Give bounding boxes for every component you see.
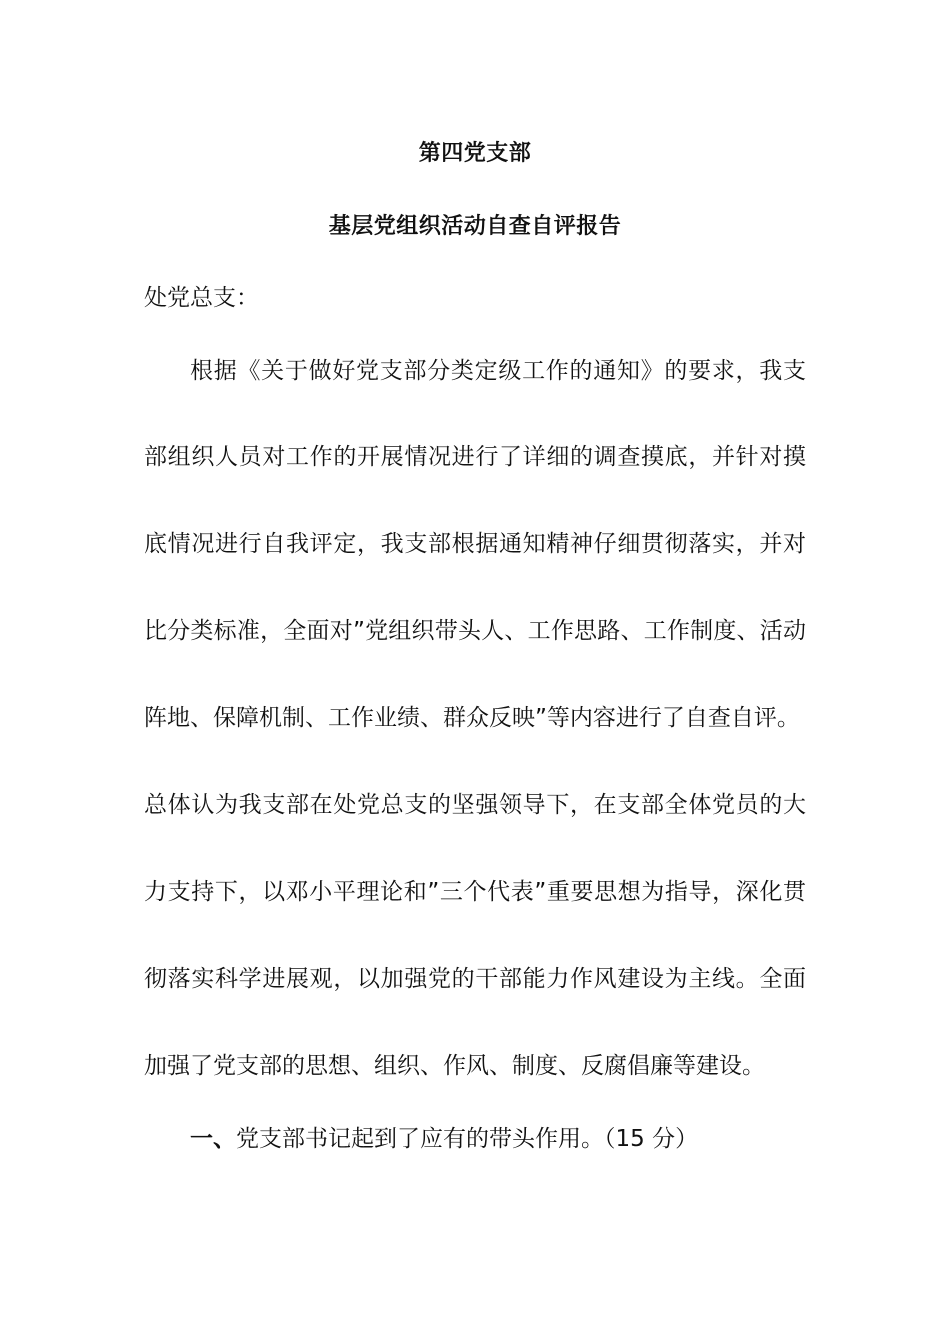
document-title-report: 基层党组织活动自查自评报告 <box>328 214 622 239</box>
section-text: 党支部书记起到了应有的带头作用。（15 分） <box>236 1126 699 1152</box>
body-line-8: 彻落实科学进展观，以加强党的干部能力作风建设为主线。全面 <box>144 966 806 992</box>
salutation: 处党总支： <box>144 285 259 311</box>
body-line-7: 力支持下，以邓小平理论和”三个代表”重要思想为指导，深化贯 <box>144 879 806 905</box>
body-line-1: 根据《关于做好党支部分类定级工作的通知》的要求，我支 <box>190 358 806 384</box>
body-line-9: 加强了党支部的思想、组织、作风、制度、反腐倡廉等建设。 <box>144 1053 765 1079</box>
body-line-6: 总体认为我支部在处党总支的坚强领导下，在支部全体党员的大 <box>144 792 806 818</box>
section-heading-1 <box>190 1123 806 1155</box>
body-line-2: 部组织人员对工作的开展情况进行了详细的调查摸底，并针对摸 <box>144 444 806 470</box>
document-title-branch: 第四党支部 <box>418 141 532 166</box>
body-line-4: 比分类标准，全面对”党组织带头人、工作思路、工作制度、活动 <box>144 618 806 644</box>
body-line-5: 阵地、保障机制、工作业绩、群众反映”等内容进行了自查自评。 <box>144 705 800 731</box>
body-line-3: 底情况进行自我评定，我支部根据通知精神仔细贯彻落实，并对 <box>144 531 806 557</box>
section-number: 一、 <box>190 1126 236 1152</box>
